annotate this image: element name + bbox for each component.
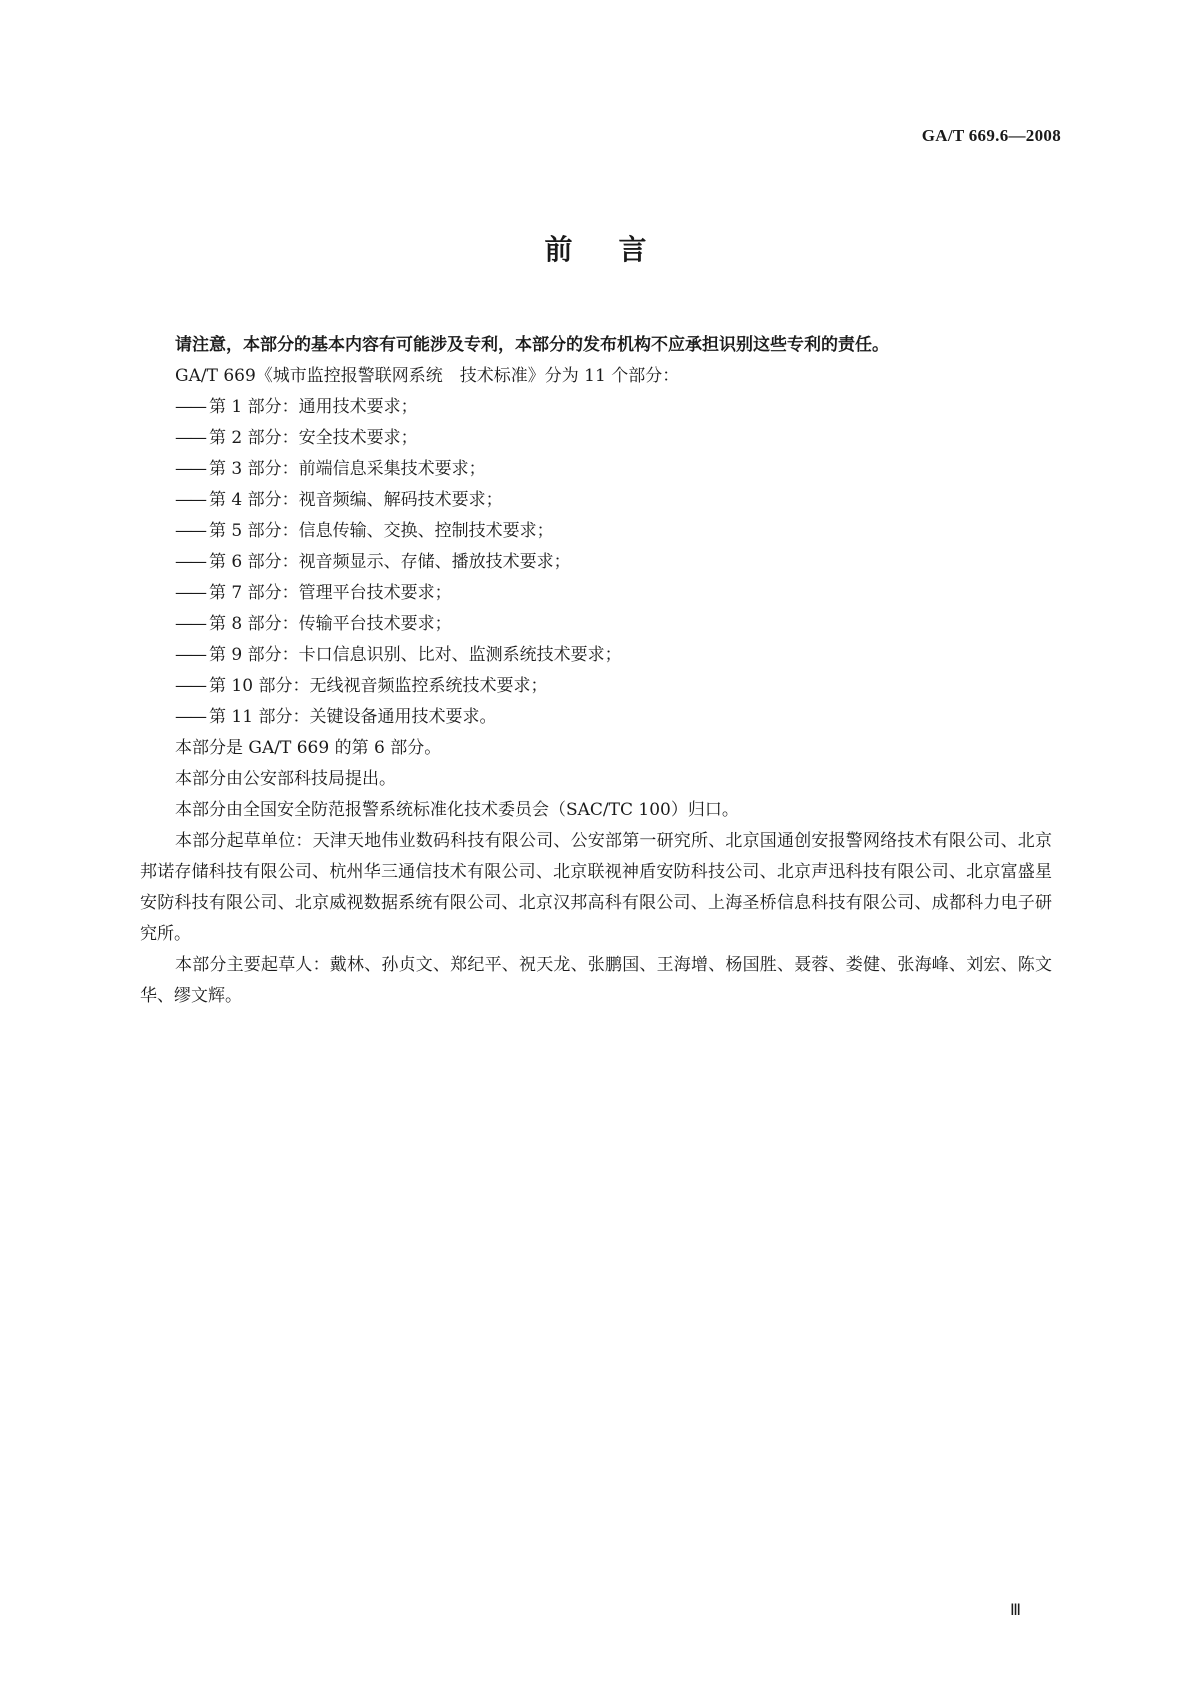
list-item-text: 第 3 部分：前端信息采集技术要求； [209, 459, 486, 479]
patent-notice: 请注意，本部分的基本内容有可能涉及专利，本部分的发布机构不应承担识别这些专利的责任。 [175, 335, 889, 355]
list-item [140, 702, 1052, 733]
list-item-text: 第 6 部分：视音频显示、存储、播放技术要求； [209, 552, 571, 572]
list-dash: —— [175, 676, 205, 696]
list-item [140, 454, 1052, 485]
list-dash: —— [175, 583, 205, 603]
list-item-text: 第 4 部分：视音频编、解码技术要求； [209, 490, 503, 510]
list-item [140, 516, 1052, 547]
proposed-by-statement: 本部分由公安部科技局提出。 [175, 769, 396, 789]
list-item-text: 第 10 部分：无线视音频监控系统技术要求； [209, 676, 548, 696]
list-item-text: 第 7 部分：管理平台技术要求； [209, 583, 452, 603]
list-dash: —— [175, 521, 205, 541]
intro-paragraph: GA/T 669《城市监控报警联网系统 技术标准》分为 11 个部分： [175, 366, 680, 386]
drafters-paragraph: 本部分主要起草人：戴林、孙贞文、郑纪平、祝天龙、张鹏国、王海增、杨国胜、聂蓉、娄健、张海峰、刘宏、陈文华、缪文辉。 [140, 955, 1052, 1006]
list-item-text: 第 5 部分：信息传输、交换、控制技术要求； [209, 521, 554, 541]
foreword-content [140, 330, 1052, 1012]
list-item-text: 第 2 部分：安全技术要求； [209, 428, 418, 448]
list-item [140, 671, 1052, 702]
list-dash: —— [175, 614, 205, 634]
list-dash: —— [175, 459, 205, 479]
list-item [140, 578, 1052, 609]
list-dash: —— [175, 397, 205, 417]
drafting-units-paragraph: 本部分起草单位：天津天地伟业数码科技有限公司、公安部第一研究所、北京国通创安报警网络技术有限公司、北京邦诺存储科技有限公司、杭州华三通信技术有限公司、北京联视神盾安防科技公司、北京声迅科技有限公司、北京富盛星安防科技有限公司、北京威视数据系统有限公司、北京汉邦高科有限公司、上海圣桥信息科技有限公司、成都科力电子研究所。 [140, 831, 1052, 944]
list-item-text: 第 8 部分：传输平台技术要求； [209, 614, 452, 634]
parts-list [140, 392, 1052, 733]
list-item-text: 第 11 部分：关键设备通用技术要求。 [209, 707, 497, 727]
list-dash: —— [175, 645, 205, 665]
list-item-text: 第 1 部分：通用技术要求； [209, 397, 418, 417]
list-item-text: 第 9 部分：卡口信息识别、比对、监测系统技术要求； [209, 645, 622, 665]
list-dash: —— [175, 428, 205, 448]
list-dash: —— [175, 707, 205, 727]
list-dash: —— [175, 552, 205, 572]
list-item [140, 423, 1052, 454]
part-of-statement: 本部分是 GA/T 669 的第 6 部分。 [175, 738, 442, 758]
centralized-by-statement: 本部分由全国安全防范报警系统标准化技术委员会（SAC/TC 100）归口。 [175, 800, 739, 820]
list-item [140, 547, 1052, 578]
page-title: 前言 [544, 233, 693, 266]
list-item [140, 392, 1052, 423]
list-item [140, 640, 1052, 671]
list-item [140, 609, 1052, 640]
page-number: Ⅲ [1009, 1602, 1021, 1619]
list-item [140, 485, 1052, 516]
standard-code: GA/T 669.6—2008 [921, 126, 1061, 145]
list-dash: —— [175, 490, 205, 510]
